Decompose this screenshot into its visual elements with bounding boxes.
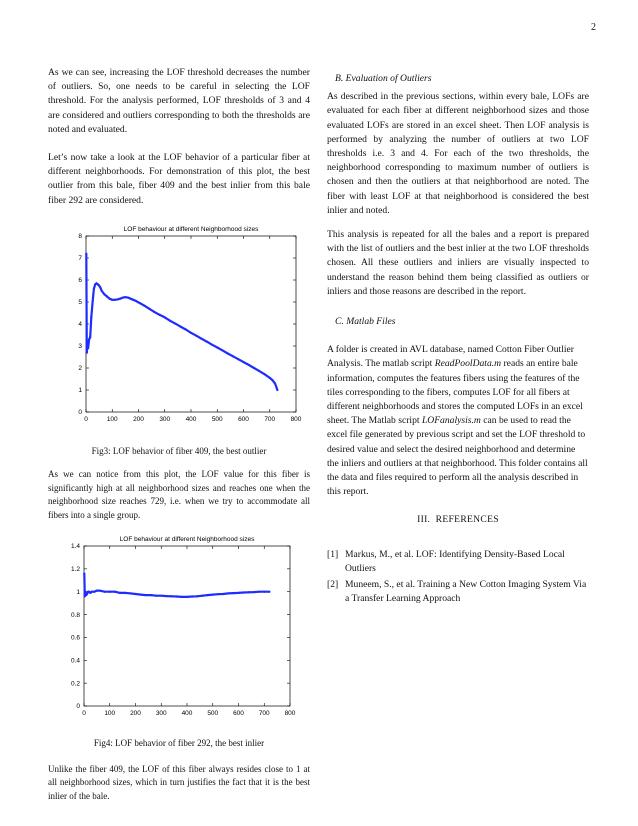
y-tick-label: 8 xyxy=(78,233,82,241)
reference-list xyxy=(327,548,589,607)
data-point xyxy=(86,351,88,353)
page-number: 2 xyxy=(591,22,596,33)
data-point xyxy=(109,591,111,593)
data-point xyxy=(91,301,93,303)
figure-4-caption: Fig4: LOF behavior of fiber 292, the best inlier xyxy=(93,738,265,749)
x-tick-label: 0 xyxy=(84,415,88,423)
data-point xyxy=(179,325,181,327)
section-c-text-1: A folder is created in AVL database, named Cotton Fiber Outlier Analysis. The matlab script xyxy=(327,344,574,370)
y-tick-label: 0.4 xyxy=(70,657,80,665)
data-point xyxy=(155,595,157,597)
y-tick-label: 6 xyxy=(78,277,82,285)
data-point xyxy=(111,299,113,301)
data-point xyxy=(164,316,166,318)
plot-frame xyxy=(84,546,290,706)
references-heading-text: REFERENCES xyxy=(435,514,499,526)
data-point xyxy=(227,593,229,595)
y-tick-label: 0.2 xyxy=(70,680,80,688)
data-point xyxy=(196,596,198,598)
data-point xyxy=(86,345,88,347)
data-point xyxy=(221,349,223,351)
data-point xyxy=(248,592,250,594)
data-point xyxy=(216,346,218,348)
data-point xyxy=(165,595,167,597)
data-point xyxy=(96,590,98,592)
data-point xyxy=(114,591,116,593)
x-tick-label: 400 xyxy=(181,710,193,718)
x-tick-label: 100 xyxy=(104,710,116,718)
x-tick-label: 800 xyxy=(284,710,296,718)
y-tick-label: 7 xyxy=(78,255,82,263)
data-point xyxy=(174,322,176,324)
data-point xyxy=(222,593,224,595)
x-tick-label: 0 xyxy=(82,710,86,718)
figure-3-caption: Fig3: LOF behavior of fiber 409, the best outlier xyxy=(91,445,267,456)
data-point xyxy=(86,593,88,595)
data-point xyxy=(89,336,91,338)
plot-frame xyxy=(86,236,296,412)
section-b-paragraph-2: This analysis is repeated for all the bales and a report is prepared with the list of outliers and the best inlier at the two LOF thresholds chosen. All these outliers and inliers are visually inspected to understand the reason behind them being classified as outliers or inliers and those reasons are described in the report. xyxy=(327,229,589,297)
data-point xyxy=(160,595,162,597)
y-tick-label: 1 xyxy=(78,387,82,395)
x-tick-label: 800 xyxy=(290,415,302,423)
data-point xyxy=(276,389,278,391)
data-point xyxy=(124,296,126,298)
data-point xyxy=(83,573,85,575)
section-b-title: B. Evaluation of Outliers xyxy=(335,73,432,84)
y-tick-label: 4 xyxy=(78,321,82,329)
section-c-text-2: reads an entire bale information, computes the features fibers using the features of the tiles corresponding to the fibers, computes LOF for all fibers at different neighborhoods and stores the computed LOFs in an excel sheet. The Matlab script xyxy=(327,358,583,427)
paragraph-fiber-409: As we can notice from this plot, the LOF value for this fiber is significantly high at all neighborhood sizes and reaches one when the neighborhood size reaches 729, i.e. when we try to accommodate all fibers into a single group. xyxy=(48,469,310,520)
data-point xyxy=(127,296,129,298)
data-point xyxy=(195,334,197,336)
data-point xyxy=(85,252,87,254)
x-tick-label: 200 xyxy=(130,710,141,718)
data-point xyxy=(98,590,100,592)
data-point xyxy=(99,286,101,288)
reference-text: Markus, M., et al. LOF: Identifying Density-Based Local Outliers xyxy=(345,548,565,574)
reference-text: Muneem, S., et al. Training a New Cotton Imaging System Via a Transfer Learning Approach xyxy=(345,579,587,605)
data-point xyxy=(248,364,250,366)
data-point xyxy=(140,594,142,596)
data-point xyxy=(253,367,255,369)
data-point xyxy=(217,594,219,596)
y-tick-label: 1 xyxy=(76,589,80,597)
data-point xyxy=(263,373,265,375)
y-tick-label: 0.6 xyxy=(70,635,80,643)
data-point xyxy=(181,596,183,598)
x-tick-label: 400 xyxy=(185,415,197,423)
x-tick-label: 600 xyxy=(238,415,249,423)
data-point xyxy=(88,338,90,340)
x-tick-label: 200 xyxy=(133,415,144,423)
data-point xyxy=(169,319,171,321)
data-point xyxy=(98,284,100,286)
data-point xyxy=(243,592,245,594)
x-tick-label: 300 xyxy=(159,415,171,423)
figure-3-chart xyxy=(48,222,310,432)
data-point xyxy=(134,593,136,595)
data-point xyxy=(91,591,93,593)
y-tick-label: 2 xyxy=(78,365,82,373)
data-point xyxy=(143,304,145,306)
left-column xyxy=(48,66,310,803)
section-b-paragraph-1: As described in the previous sections, within every bale, LOFs are evaluated for each fiber at different neighborhood sizes and those evaluated LOFs are stored in an excel sheet. Then LOF analysis is performed by analyzing the number of outliers at two LOF thresholds i.e. 3 and 4. For each of the two thresholds, the neighborhood corresponding to maximum number of outliers is chosen and then the outliers at that neighborhood are noted. The fiber with least LOF at that neighborhood is considered the best inlier and noted. xyxy=(327,91,589,216)
data-point xyxy=(104,591,106,593)
x-tick-label: 300 xyxy=(155,710,167,718)
paragraph-lof-threshold: As we can see, increasing the LOF threshold decreases the number of outliers. So, one needs to be careful in selecting the LOF threshold. For the analysis performed, LOF thresholds of 3 and 4 are considered and outliers corresponding to both the thresholds are noted and evaluated. xyxy=(48,67,310,135)
x-tick-label: 700 xyxy=(258,710,270,718)
data-point xyxy=(212,594,214,596)
data-point xyxy=(93,591,95,593)
series-line xyxy=(86,253,277,389)
data-point xyxy=(148,307,150,309)
x-tick-label: 100 xyxy=(106,415,118,423)
x-tick-label: 600 xyxy=(233,710,244,718)
y-tick-label: 1.2 xyxy=(70,566,80,574)
chart-title: LOF behaviour at different Neighborhood sizes xyxy=(119,536,255,544)
y-tick-label: 5 xyxy=(78,299,82,307)
data-point xyxy=(274,382,276,384)
data-point xyxy=(201,595,203,597)
y-tick-label: 0.8 xyxy=(70,612,80,620)
data-point xyxy=(191,596,193,598)
y-tick-label: 0 xyxy=(76,703,80,711)
x-tick-label: 500 xyxy=(211,415,223,423)
data-point xyxy=(106,295,108,297)
data-point xyxy=(253,591,255,593)
data-point xyxy=(130,297,132,299)
data-point xyxy=(227,352,229,354)
reference-item xyxy=(327,548,589,576)
data-point xyxy=(124,592,126,594)
data-point xyxy=(158,313,160,315)
data-point xyxy=(150,594,152,596)
data-point xyxy=(232,592,234,594)
data-point xyxy=(200,337,202,339)
section-c-paragraph xyxy=(327,343,589,499)
data-point xyxy=(87,347,89,349)
x-tick-label: 500 xyxy=(207,710,219,718)
y-tick-label: 3 xyxy=(78,343,82,351)
script-readpooldata: ReadPoolData.m xyxy=(434,358,502,370)
data-point xyxy=(90,316,92,318)
data-point xyxy=(176,596,178,598)
data-point xyxy=(119,297,121,299)
reference-item xyxy=(327,578,589,606)
section-c-text-3: can be used to read the excel file generated by previous script and set the LOF threshold to desired value and select the desired neighborhood and determine the inliers and outliers at that neighborhood. This folder contains all the data and files required to perform all the analysis described in this report. xyxy=(327,415,588,498)
data-point xyxy=(271,379,273,381)
data-point xyxy=(103,293,105,295)
figure-4-chart xyxy=(48,534,310,724)
data-point xyxy=(258,591,260,593)
data-point xyxy=(145,594,147,596)
data-point xyxy=(116,298,118,300)
chart-title: LOF behaviour at different Neighborhood sizes xyxy=(123,225,259,233)
data-point xyxy=(122,296,124,298)
reference-number: [2] xyxy=(327,579,339,591)
section-c-title: C. Matlab Files xyxy=(335,316,396,328)
data-point xyxy=(170,596,172,598)
data-point xyxy=(258,370,260,372)
data-point xyxy=(206,340,208,342)
reference-number: [1] xyxy=(327,548,339,560)
data-point xyxy=(263,591,265,593)
data-point xyxy=(207,594,209,596)
series-line xyxy=(84,574,269,598)
data-point xyxy=(186,596,188,598)
data-point xyxy=(185,328,187,330)
references-heading-number: III. xyxy=(417,514,431,526)
data-point xyxy=(242,361,244,363)
data-point xyxy=(153,311,155,313)
y-tick-label: 0 xyxy=(78,409,82,417)
data-point xyxy=(211,343,213,345)
paragraph-fiber-292: Unlike the fiber 409, the LOF of this fiber always resides close to 1 at all neighborhood sizes, which in turn justifies the fact that it is the best inlier of the bale. xyxy=(48,763,310,801)
data-point xyxy=(137,301,139,303)
data-point xyxy=(190,332,192,334)
y-tick-label: 1.4 xyxy=(70,543,80,551)
data-point xyxy=(132,299,134,301)
data-point xyxy=(84,591,86,593)
paragraph-fiber-behavior: Let’s now take a look at the LOF behavior of a particular fiber at different neighborhoods. For demonstration of this plot, the best outlier from this bale, fiber 409 and the best inlier from this bale fiber 292 are considered. xyxy=(48,152,310,206)
references-heading xyxy=(327,513,589,527)
data-point xyxy=(129,593,131,595)
data-point xyxy=(237,358,239,360)
right-column xyxy=(327,72,589,607)
data-point xyxy=(268,591,270,593)
data-point xyxy=(114,299,116,301)
data-point xyxy=(269,377,271,379)
x-tick-label: 700 xyxy=(264,415,276,423)
data-point xyxy=(109,297,111,299)
data-point xyxy=(232,355,234,357)
data-point xyxy=(93,288,95,290)
script-lofanalysis: LOFanalysis.m xyxy=(421,415,481,427)
data-point xyxy=(101,290,103,292)
data-point xyxy=(237,592,239,594)
data-point xyxy=(119,592,121,594)
data-point xyxy=(135,300,137,302)
